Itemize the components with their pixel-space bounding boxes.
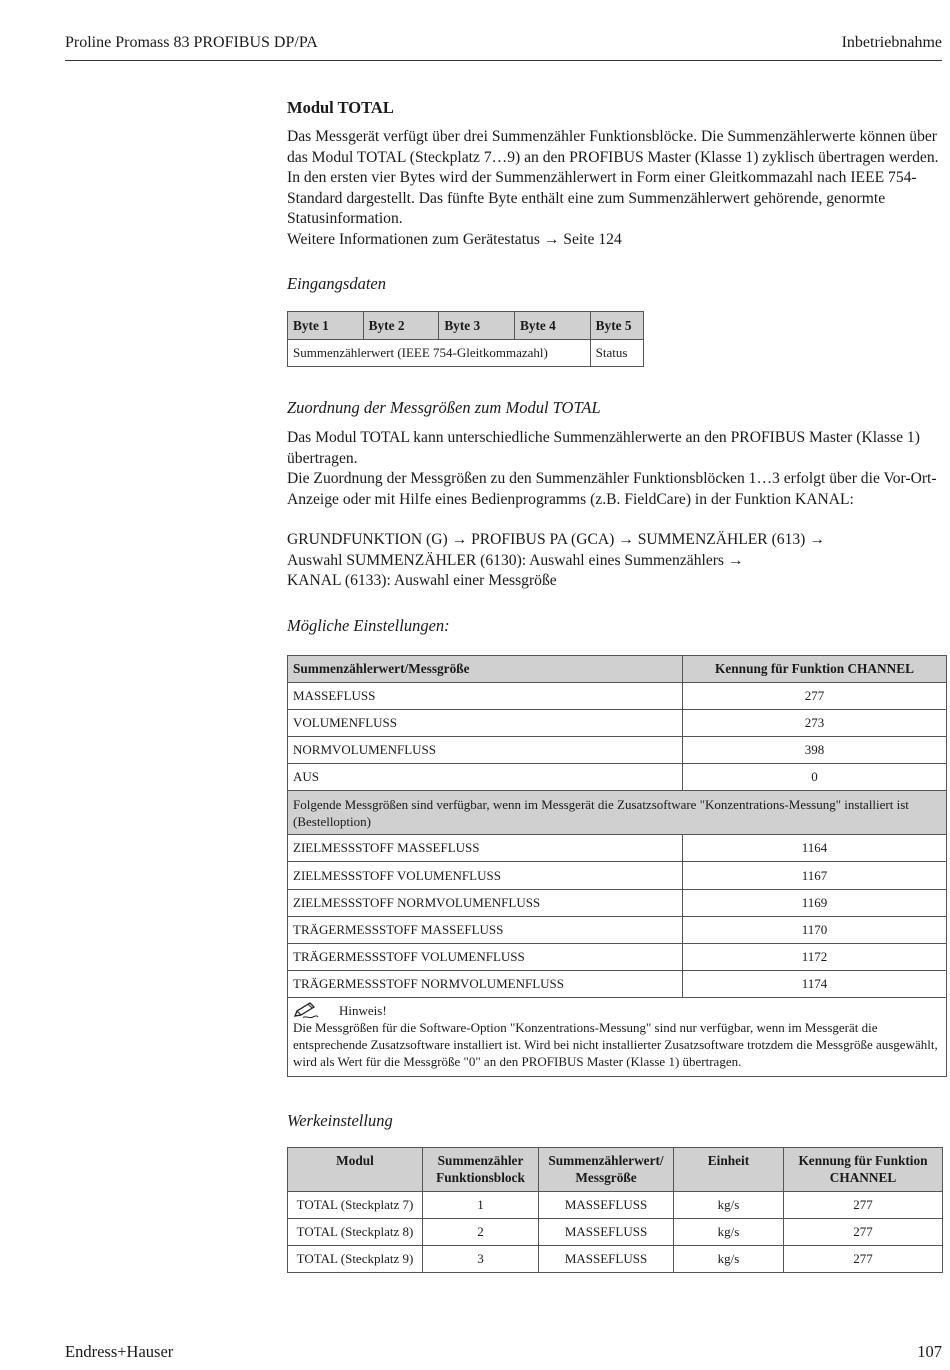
quantity-cell: TRÄGERMESSSTOFF VOLUMENFLUSS: [288, 944, 683, 971]
pencil-note-icon: [293, 1001, 319, 1019]
header-cell: Summenzählerwert/Messgröße: [288, 655, 683, 682]
table-header-row: [288, 655, 947, 682]
table-row: [288, 862, 947, 889]
status-cell: Status: [590, 340, 643, 367]
header-product-title: Proline Promass 83 PROFIBUS DP/PA: [65, 34, 318, 51]
header-cell: Summenzählerwert/ Messgröße: [539, 1148, 674, 1192]
quantity-cell: MASSEFLUSS: [539, 1192, 674, 1219]
code-cell: 1170: [683, 916, 947, 943]
header-cell: Kennung für Funktion CHANNEL: [784, 1148, 943, 1192]
header-cell: Kennung für Funktion CHANNEL: [683, 655, 947, 682]
page-number: 107: [917, 1342, 942, 1361]
header-cell: Summenzähler Funktionsblock: [423, 1148, 539, 1192]
code-cell: 277: [784, 1246, 943, 1273]
settings-table: [287, 655, 947, 1078]
value-cell: Summenzählerwert (IEEE 754-Gleitkommazahl): [288, 340, 591, 367]
table-row: [288, 709, 947, 736]
factory-heading: Werkeinstellung: [287, 1111, 393, 1131]
quantity-cell: VOLUMENFLUSS: [288, 709, 683, 736]
quantity-cell: TRÄGERMESSSTOFF NORMVOLUMENFLUSS: [288, 971, 683, 998]
factory-settings-table: [287, 1147, 943, 1273]
table-row: [288, 791, 947, 835]
quantity-cell: MASSEFLUSS: [539, 1246, 674, 1273]
table-row: [288, 1192, 943, 1219]
module-cell: TOTAL (Steckplatz 7): [288, 1192, 423, 1219]
code-cell: 277: [784, 1192, 943, 1219]
code-cell: 1172: [683, 944, 947, 971]
header-cell: Modul: [288, 1148, 423, 1192]
byte-header: Byte 1: [288, 312, 364, 340]
block-cell: 1: [423, 1192, 539, 1219]
assignment-paragraph-2: Die Zuordnung der Messgrößen zu den Summenzähler Funktionsblöcken 1…3 erfolgt über die Vor-Ort-Anzeige oder mit Hilfe eines Bedienprogramms (z.B. FieldCare) in der Funktion KANAL:: [287, 470, 937, 508]
note-text: Die Messgrößen für die Software-Option "Konzentrations-Messung" sind nur verfügbar, wenn im Messgerät die entsprechende Zusatzsoftware installiert ist. Wird bei nicht installierter Zusatzsoftware trotzdem die Messgröße ausgewählt, wird als Wert für die Messgröße "0" an den PROFIBUS Master (Klasse 1) übertragen.: [293, 1020, 938, 1070]
quantity-cell: ZIELMESSSTOFF NORMVOLUMENFLUSS: [288, 889, 683, 916]
table-row: [288, 764, 947, 791]
unit-cell: kg/s: [674, 1246, 784, 1273]
more-info-reference: Weitere Informationen zum Gerätestatus → Seite 124: [287, 230, 622, 248]
table-row: [288, 340, 644, 367]
table-row: [288, 889, 947, 916]
byte-header: Byte 4: [514, 312, 590, 340]
unit-cell: kg/s: [674, 1219, 784, 1246]
block-cell: 3: [423, 1246, 539, 1273]
header-cell: Einheit: [674, 1148, 784, 1192]
code-cell: 273: [683, 709, 947, 736]
byte-header: Byte 3: [439, 312, 515, 340]
menu-path-line-3: KANAL (6133): Auswahl einer Messgröße: [287, 572, 557, 589]
table-row: [288, 971, 947, 998]
company-name: Endress+Hauser: [65, 1342, 174, 1361]
quantity-cell: ZIELMESSSTOFF VOLUMENFLUSS: [288, 862, 683, 889]
code-cell: 277: [683, 682, 947, 709]
quantity-cell: TRÄGERMESSSTOFF MASSEFLUSS: [288, 916, 683, 943]
byte-header: Byte 2: [363, 312, 439, 340]
table-row: [288, 1219, 943, 1246]
quantity-cell: MASSEFLUSS: [288, 682, 683, 709]
quantity-cell: ZIELMESSSTOFF MASSEFLUSS: [288, 835, 683, 862]
input-data-table: [287, 311, 644, 367]
table-row: [288, 1246, 943, 1273]
code-cell: 0: [683, 764, 947, 791]
table-header-row: [288, 312, 644, 340]
module-cell: TOTAL (Steckplatz 9): [288, 1246, 423, 1273]
settings-heading: Mögliche Einstellungen:: [287, 615, 450, 635]
module-cell: TOTAL (Steckplatz 8): [288, 1219, 423, 1246]
byte-header: Byte 5: [590, 312, 643, 340]
code-cell: 1169: [683, 889, 947, 916]
section-title: Modul TOTAL: [287, 98, 394, 117]
unit-cell: kg/s: [674, 1192, 784, 1219]
code-cell: 1174: [683, 971, 947, 998]
input-data-heading: Eingangsdaten: [287, 274, 386, 293]
info-row-cell: Folgende Messgrößen sind verfügbar, wenn im Messgerät die Zusatzsoftware "Konzentrations-Messung" installiert ist (Bestelloption): [288, 791, 947, 835]
quantity-cell: AUS: [288, 764, 683, 791]
intro-paragraph: Das Messgerät verfügt über drei Summenzähler Funktionsblöcke. Die Summenzählerwerte können über das Modul TOTAL (Steckplatz 7…9) an den PROFIBUS Master (Klasse 1) zyklisch übertragen werden. In den ersten vier Bytes wird der Summenzählerwert in Form einer Gleitkommazahl nach IEEE 754-Standard dargestellt. Das fünfte Byte enthält eine zum Summenzählerwert gehörende, genormte Statusinformation.: [287, 128, 939, 227]
code-cell: 277: [784, 1219, 943, 1246]
main-content: [287, 98, 947, 1273]
table-row: [288, 944, 947, 971]
menu-path-line-2: Auswahl SUMMENZÄHLER (6130): Auswahl eines Summenzählers →: [287, 551, 744, 569]
code-cell: 1164: [683, 835, 947, 862]
note-row: [288, 998, 947, 1077]
assignment-heading: Zuordnung der Messgrößen zum Modul TOTAL: [287, 398, 601, 417]
menu-path-line-1: GRUNDFUNKTION (G) → PROFIBUS PA (GCA) → SUMMENZÄHLER (613) →: [287, 531, 825, 548]
table-row: [288, 835, 947, 862]
table-row: [288, 916, 947, 943]
page-header: [65, 32, 942, 61]
table-row: [288, 736, 947, 763]
code-cell: 398: [683, 736, 947, 763]
table-row: [288, 682, 947, 709]
code-cell: 1167: [683, 862, 947, 889]
note-cell: [288, 998, 947, 1077]
note-title: Hinweis!: [339, 1002, 387, 1018]
header-chapter-title: Inbetriebnahme: [841, 34, 942, 51]
quantity-cell: MASSEFLUSS: [539, 1219, 674, 1246]
table-header-row: [288, 1148, 943, 1192]
quantity-cell: NORMVOLUMENFLUSS: [288, 736, 683, 763]
assignment-paragraph-1: Das Modul TOTAL kann unterschiedliche Summenzählerwerte an den PROFIBUS Master (Klasse 1) übertragen.: [287, 429, 920, 467]
block-cell: 2: [423, 1219, 539, 1246]
note-header: [293, 1001, 941, 1019]
